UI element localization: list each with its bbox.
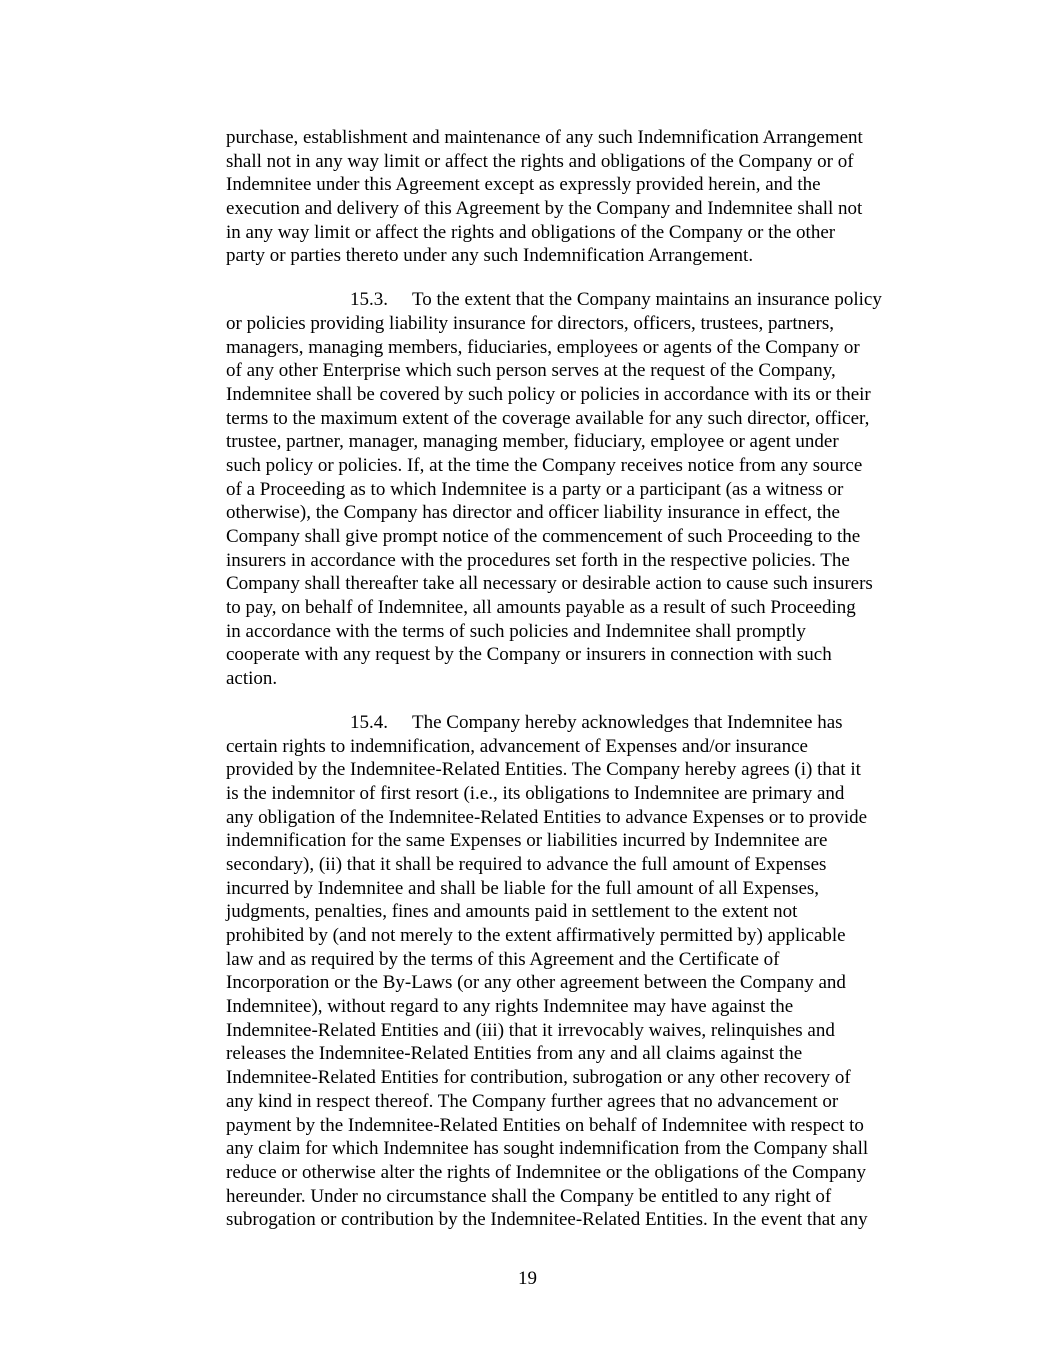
text-line: shall not in any way limit or affect the rights and obligations of the Company or of bbox=[226, 150, 854, 172]
text-line: of a Proceeding as to which Indemnitee is a party or a participant (as a witness or bbox=[226, 478, 844, 500]
text-line: secondary), (ii) that it shall be required to advance the full amount of Expenses bbox=[226, 853, 827, 875]
text-line: provided by the Indemnitee-Related Entities. The Company hereby agrees (i) that it bbox=[226, 759, 861, 781]
text-line: Indemnitee-Related Entities for contribution, subrogation or any other recovery of bbox=[226, 1067, 851, 1089]
text-line: otherwise), the Company has director and officer liability insurance in effect, the bbox=[226, 502, 840, 524]
text-line: execution and delivery of this Agreement by the Company and Indemnitee shall not bbox=[226, 198, 863, 220]
text-line: releases the Indemnitee-Related Entities from any and all claims against the bbox=[226, 1043, 803, 1065]
text-line: to pay, on behalf of Indemnitee, all amounts payable as a result of such Proceeding bbox=[226, 597, 856, 619]
text-line: Indemnitee), without regard to any rights Indemnitee may have against the bbox=[226, 996, 794, 1018]
text-line: To the extent that the Company maintains an insurance policy bbox=[412, 289, 882, 311]
paragraph-continuation bbox=[226, 126, 938, 268]
text-line: payment by the Indemnitee-Related Entities on behalf of Indemnitee with respect to bbox=[226, 1114, 864, 1136]
text-line: or policies providing liability insurance for directors, officers, trustees, partners, bbox=[226, 312, 834, 334]
text-line: in any way limit or affect the rights and obligations of the Company or the other bbox=[226, 221, 836, 243]
text-line: any obligation of the Indemnitee-Related Entities to advance Expenses or to provide bbox=[226, 806, 868, 828]
text-line: certain rights to indemnification, advancement of Expenses and/or insurance bbox=[226, 735, 808, 757]
text-line: law and as required by the terms of this Agreement and the Certificate of bbox=[226, 948, 780, 970]
text-line: in accordance with the terms of such policies and Indemnitee shall promptly bbox=[226, 620, 806, 642]
text-line: any claim for which Indemnitee has sought indemnification from the Company shall bbox=[226, 1138, 869, 1160]
text-line-first bbox=[226, 288, 938, 312]
document-body bbox=[226, 126, 938, 1252]
text-line-first bbox=[226, 711, 938, 735]
text-line: subrogation or contribution by the Indemnitee-Related Entities. In the event that any bbox=[226, 1209, 868, 1231]
text-line: any kind in respect thereof. The Company further agrees that no advancement or bbox=[226, 1090, 839, 1112]
text-line: Company shall thereafter take all necessary or desirable action to cause such insurers bbox=[226, 573, 873, 595]
text-line: party or parties thereto under any such Indemnification Arrangement. bbox=[226, 245, 754, 267]
text-line: Indemnitee-Related Entities and (iii) that it irrevocably waives, relinquishes and bbox=[226, 1019, 835, 1041]
text-line: prohibited by (and not merely to the extent affirmatively permitted by) applicable bbox=[226, 925, 846, 946]
paragraph-15-4 bbox=[226, 711, 938, 1232]
text-line: The Company hereby acknowledges that Indemnitee has bbox=[412, 711, 843, 733]
section-number: 15.3. bbox=[350, 289, 388, 311]
text-line: Incorporation or the By-Laws (or any other agreement between the Company and bbox=[226, 972, 846, 994]
paragraph-15-3 bbox=[226, 288, 938, 691]
section-number: 15.4. bbox=[350, 711, 388, 733]
text-line: trustee, partner, manager, managing member, fiduciary, employee or agent under bbox=[226, 431, 839, 453]
page-number: 19 bbox=[518, 1268, 537, 1289]
text-line: cooperate with any request by the Company or insurers in connection with such bbox=[226, 644, 832, 666]
text-line: judgments, penalties, fines and amounts paid in settlement to the extent not bbox=[226, 901, 798, 923]
text-line: reduce or otherwise alter the rights of Indemnitee or the obligations of the Company bbox=[226, 1161, 867, 1183]
text-line: terms to the maximum extent of the coverage available for any such director, officer, bbox=[226, 407, 870, 429]
text-line: Company shall give prompt notice of the commencement of such Proceeding to the bbox=[226, 526, 861, 547]
text-line: managers, managing members, fiduciaries, employees or agents of the Company or bbox=[226, 336, 860, 358]
text-line: Indemnitee shall be covered by such policy or policies in accordance with its or their bbox=[226, 383, 871, 405]
text-line: purchase, establishment and maintenance of any such Indemnification Arrangement bbox=[226, 127, 863, 148]
text-line: indemnification for the same Expenses or liabilities incurred by Indemnitee are bbox=[226, 830, 828, 852]
text-line: insurers in accordance with the procedures set forth in the respective policies. The bbox=[226, 549, 850, 571]
text-line: incurred by Indemnitee and shall be liable for the full amount of all Expenses, bbox=[226, 877, 820, 899]
text-line: of any other Enterprise which such person serves at the request of the Company, bbox=[226, 360, 836, 382]
text-line: action. bbox=[226, 668, 278, 690]
text-line: such policy or policies. If, at the time the Company receives notice from any source bbox=[226, 454, 863, 476]
text-line: Indemnitee under this Agreement except as expressly provided herein, and the bbox=[226, 174, 821, 196]
text-line: hereunder. Under no circumstance shall the Company be entitled to any right of bbox=[226, 1185, 832, 1207]
text-line: is the indemnitor of first resort (i.e., its obligations to Indemnitee are primary and bbox=[226, 782, 845, 804]
